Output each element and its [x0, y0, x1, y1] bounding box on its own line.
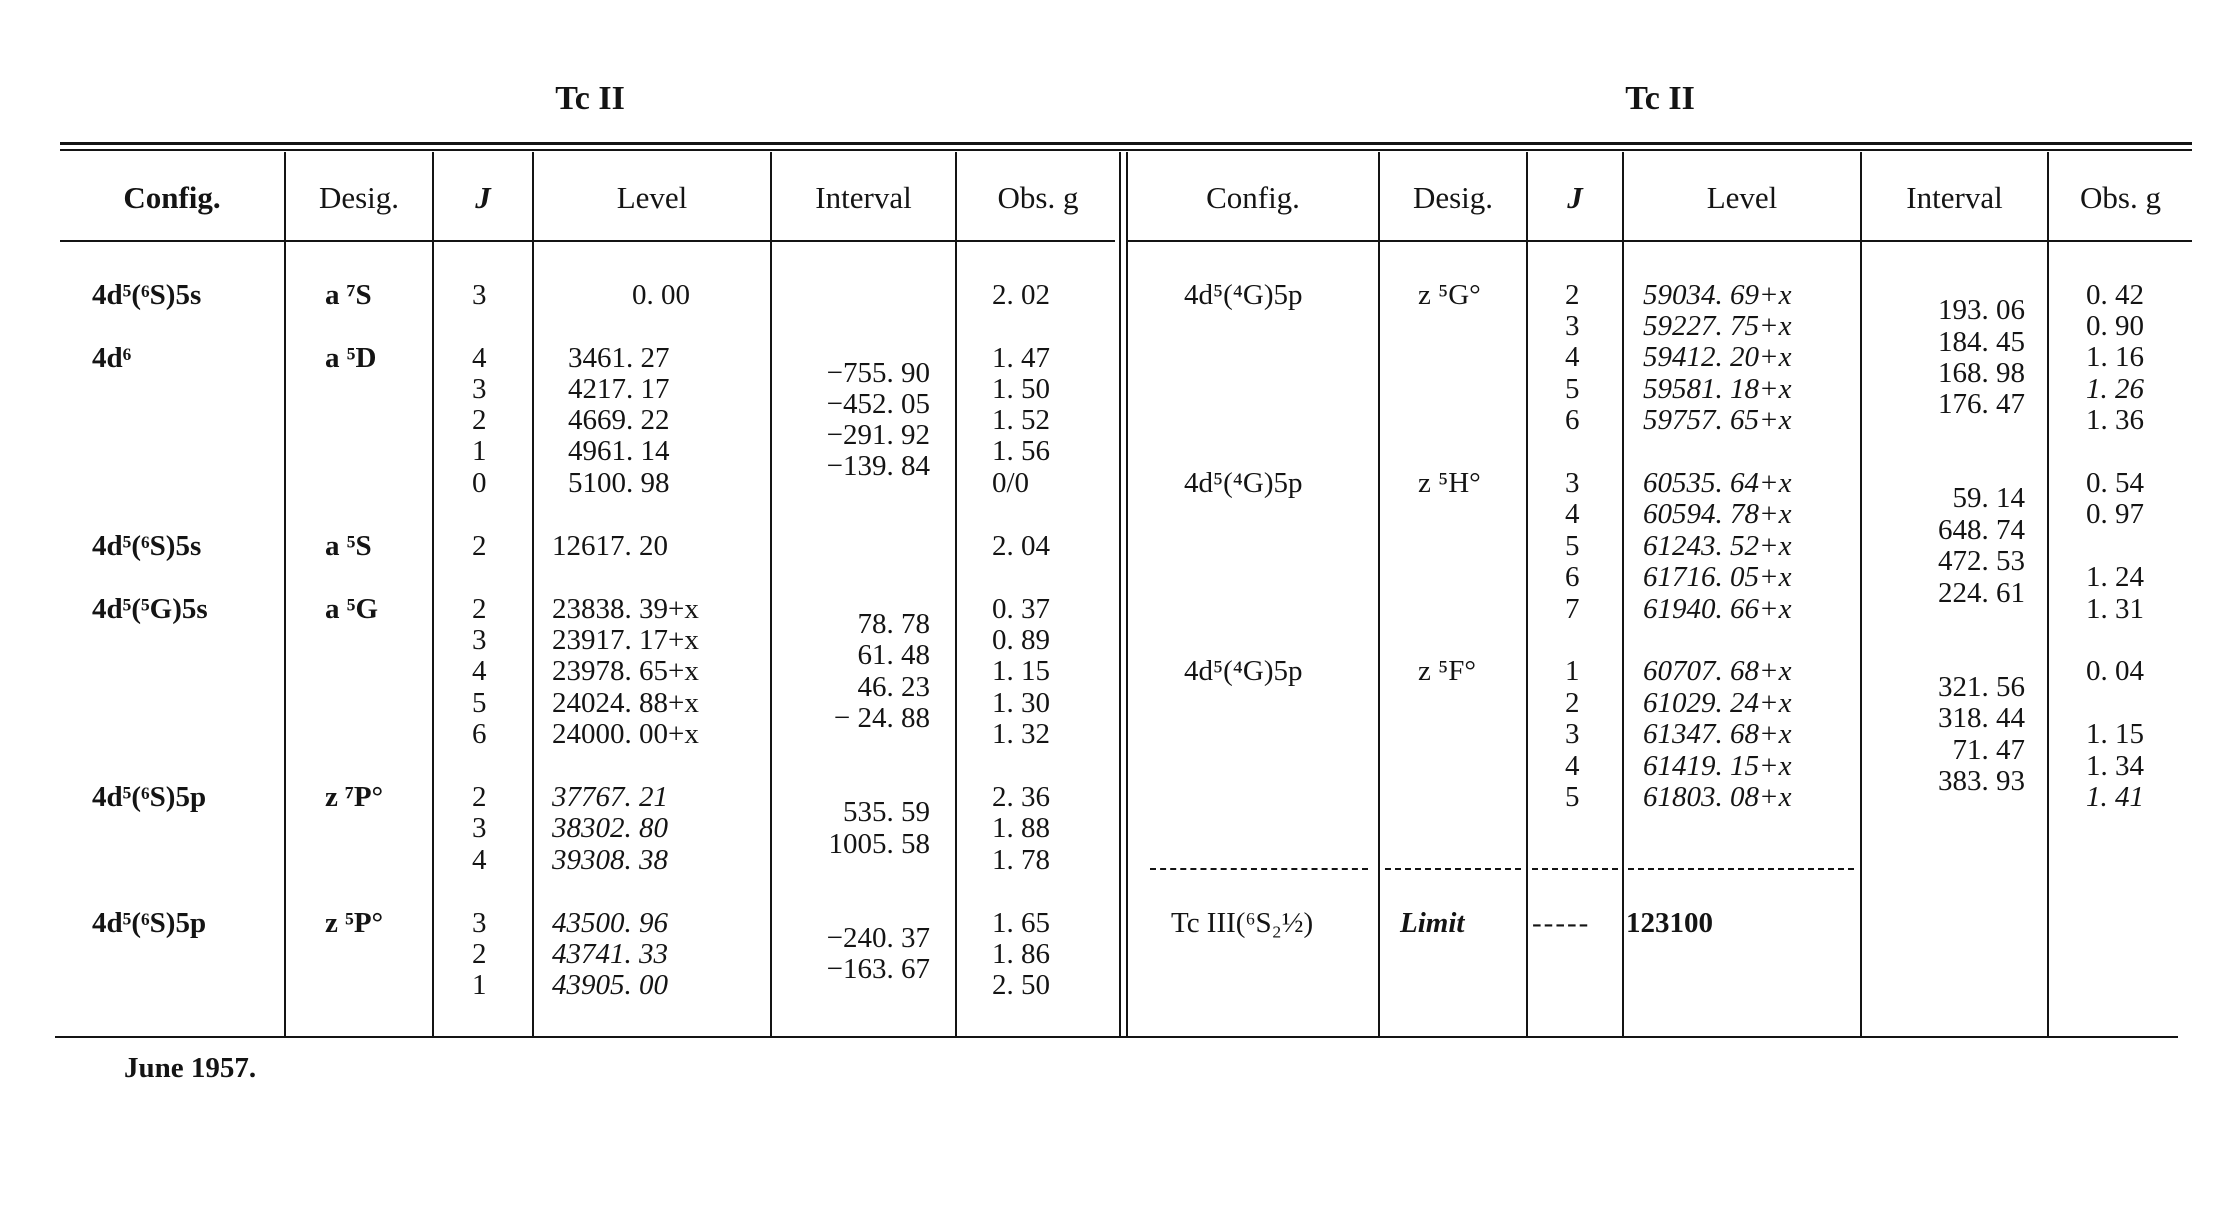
- left-j: 0: [472, 467, 487, 499]
- right-j: 5: [1565, 781, 1580, 813]
- left-config: 4d⁵(⁶S)5s: [92, 530, 202, 562]
- right-interval: 59. 14: [1952, 482, 2025, 514]
- left-desig: z ⁷P°: [325, 781, 384, 813]
- limit-config: Tc III(⁶S₂½): [1171, 907, 1314, 939]
- left-level: 5100. 98: [568, 467, 670, 499]
- right-header-j: J: [1567, 180, 1583, 215]
- left-g: 1. 52: [992, 404, 1050, 436]
- left-j: 2: [472, 593, 487, 625]
- left-j: 2: [472, 530, 487, 562]
- left-j: 1: [472, 969, 487, 1001]
- right-g: 1. 26: [2086, 373, 2144, 405]
- right-config: 4d⁵(⁴G)5p: [1184, 279, 1303, 311]
- dash-config: [1150, 868, 1368, 870]
- right-g: 1. 24: [2086, 561, 2144, 593]
- left-j: 4: [472, 844, 487, 876]
- left-level: 4217. 17: [568, 373, 670, 405]
- header-rule-right: [1128, 240, 2192, 242]
- right-interval: 383. 93: [1938, 765, 2025, 797]
- right-g: 0. 04: [2086, 655, 2144, 687]
- right-level: 61940. 66+x: [1643, 593, 1792, 625]
- right-j: 4: [1565, 341, 1580, 373]
- right-j: 4: [1565, 750, 1580, 782]
- left-g: 0/0: [992, 467, 1030, 499]
- left-j: 4: [472, 342, 487, 374]
- vline-r3: [1622, 152, 1624, 1036]
- left-interval: −240. 37: [826, 922, 930, 954]
- right-j: 2: [1565, 279, 1580, 311]
- left-j: 3: [472, 624, 487, 656]
- right-level: 61716. 05+x: [1643, 561, 1792, 593]
- right-interval: 224. 61: [1938, 577, 2025, 609]
- left-header-desig: Desig.: [318, 180, 400, 215]
- vline-r4: [1860, 152, 1862, 1036]
- left-g: 1. 15: [992, 655, 1050, 687]
- left-interval: 1005. 58: [828, 828, 930, 860]
- right-interval: 176. 47: [1938, 388, 2025, 420]
- limit-desig: Limit: [1400, 907, 1465, 939]
- right-g: 1. 31: [2086, 593, 2144, 625]
- left-desig: a ⁵S: [325, 530, 372, 562]
- right-g: 0. 97: [2086, 498, 2144, 530]
- right-j: 4: [1565, 498, 1580, 530]
- right-interval: 472. 53: [1938, 545, 2025, 577]
- left-interval: 535. 59: [843, 796, 930, 828]
- left-g: 1. 56: [992, 435, 1050, 467]
- right-interval: 648. 74: [1938, 514, 2025, 546]
- right-level: 61803. 08+x: [1643, 781, 1792, 813]
- right-desig: z ⁵H°: [1418, 467, 1481, 499]
- left-level: 4669. 22: [568, 404, 670, 436]
- left-desig: z ⁵P°: [325, 907, 384, 939]
- right-j: 6: [1565, 404, 1580, 436]
- left-g: 2. 36: [992, 781, 1050, 813]
- right-j: 1: [1565, 655, 1580, 687]
- left-g: 1. 65: [992, 907, 1050, 939]
- left-header-j: J: [475, 180, 491, 215]
- dash-desig: [1385, 868, 1521, 870]
- left-config: 4d⁵(⁵G)5s: [92, 593, 208, 625]
- left-level: 23917. 17+x: [552, 624, 699, 656]
- left-level: 24000. 00+x: [552, 718, 699, 750]
- top-rule-1: [60, 142, 2192, 145]
- left-level: 23838. 39+x: [552, 593, 699, 625]
- right-level: 61029. 24+x: [1643, 687, 1792, 719]
- left-interval: − 24. 88: [833, 702, 930, 734]
- left-level: 3461. 27: [568, 342, 670, 374]
- vline-l5: [955, 152, 957, 1036]
- left-j: 3: [472, 373, 487, 405]
- left-g: 1. 86: [992, 938, 1050, 970]
- left-desig: a ⁵D: [325, 342, 377, 374]
- top-rule-2: [60, 149, 2192, 151]
- left-interval: −755. 90: [826, 357, 930, 389]
- left-header-config: Config.: [123, 180, 221, 215]
- left-config: 4d⁶: [92, 342, 132, 374]
- right-j: 3: [1565, 310, 1580, 342]
- vline-mid-1: [1119, 152, 1121, 1036]
- left-desig: a ⁵G: [325, 593, 379, 625]
- vline-r5: [2047, 152, 2049, 1036]
- right-level: 59227. 75+x: [1643, 310, 1792, 342]
- right-level: 59757. 65+x: [1643, 404, 1792, 436]
- left-level: 37767. 21: [552, 781, 668, 813]
- left-g: 2. 04: [992, 530, 1050, 562]
- right-g: 0. 42: [2086, 279, 2144, 311]
- right-level: 60535. 64+x: [1643, 467, 1792, 499]
- right-header-interval: Interval: [1906, 180, 2003, 215]
- left-table-title: Tc II: [555, 80, 625, 117]
- left-level: 43905. 00: [552, 969, 668, 1001]
- right-interval: 184. 45: [1938, 326, 2025, 358]
- left-level: 38302. 80: [552, 812, 668, 844]
- right-interval: 71. 47: [1952, 734, 2025, 766]
- left-interval: −139. 84: [826, 450, 930, 482]
- right-level: 60707. 68+x: [1643, 655, 1792, 687]
- right-level: 61419. 15+x: [1643, 750, 1792, 782]
- right-table-title: Tc II: [1625, 80, 1695, 117]
- right-j: 7: [1565, 593, 1580, 625]
- right-g: 1. 16: [2086, 341, 2144, 373]
- right-g: 0. 90: [2086, 310, 2144, 342]
- right-desig: z ⁵F°: [1418, 655, 1476, 687]
- right-header-level: Level: [1706, 180, 1778, 215]
- right-g: 1. 34: [2086, 750, 2144, 782]
- left-j: 3: [472, 907, 487, 939]
- right-interval: 321. 56: [1938, 671, 2025, 703]
- left-interval: 46. 23: [857, 671, 930, 703]
- left-level: 0. 00: [632, 279, 690, 311]
- right-header-obs-g: Obs. g: [2080, 180, 2161, 215]
- right-level: 61243. 52+x: [1643, 530, 1792, 562]
- left-j: 3: [472, 279, 487, 311]
- right-interval: 318. 44: [1938, 702, 2025, 734]
- left-header-obs-g: Obs. g: [997, 180, 1079, 215]
- right-j: 5: [1565, 373, 1580, 405]
- vline-l4: [770, 152, 772, 1036]
- limit-j: -----: [1532, 907, 1591, 939]
- right-j: 5: [1565, 530, 1580, 562]
- left-g: 0. 89: [992, 624, 1050, 656]
- left-header-interval: Interval: [815, 180, 912, 215]
- left-interval: 61. 48: [857, 639, 930, 671]
- left-g: 1. 47: [992, 342, 1050, 374]
- left-j: 1: [472, 435, 487, 467]
- right-desig: z ⁵G°: [1418, 279, 1481, 311]
- left-j: 4: [472, 655, 487, 687]
- limit-level: 123100: [1626, 907, 1713, 939]
- left-level: 43741. 33: [552, 938, 668, 970]
- right-j: 2: [1565, 687, 1580, 719]
- vline-l2: [432, 152, 434, 1036]
- right-level: 59034. 69+x: [1643, 279, 1792, 311]
- vline-l3: [532, 152, 534, 1036]
- vline-r2: [1526, 152, 1528, 1036]
- right-header-config: Config.: [1206, 180, 1300, 215]
- dash-j: [1532, 868, 1618, 870]
- left-j: 2: [472, 781, 487, 813]
- right-level: 59412. 20+x: [1643, 341, 1792, 373]
- left-j: 6: [472, 718, 487, 750]
- right-level: 61347. 68+x: [1643, 718, 1792, 750]
- right-g: 0. 54: [2086, 467, 2144, 499]
- vline-r1: [1378, 152, 1380, 1036]
- left-level: 23978. 65+x: [552, 655, 699, 687]
- left-level: 24024. 88+x: [552, 687, 699, 719]
- left-j: 5: [472, 687, 487, 719]
- right-interval: 193. 06: [1938, 294, 2025, 326]
- left-interval: 78. 78: [857, 608, 930, 640]
- right-config: 4d⁵(⁴G)5p: [1184, 467, 1303, 499]
- left-j: 2: [472, 938, 487, 970]
- right-level: 60594. 78+x: [1643, 498, 1792, 530]
- right-j: 6: [1565, 561, 1580, 593]
- right-level: 59581. 18+x: [1643, 373, 1792, 405]
- left-level: 4961. 14: [568, 435, 670, 467]
- bottom-rule: [55, 1036, 2178, 1038]
- left-g: 0. 37: [992, 593, 1050, 625]
- right-j: 3: [1565, 467, 1580, 499]
- vline-l1: [284, 152, 286, 1036]
- left-header-level: Level: [616, 180, 688, 215]
- left-g: 2. 02: [992, 279, 1050, 311]
- left-g: 1. 88: [992, 812, 1050, 844]
- left-config: 4d⁵(⁶S)5p: [92, 907, 207, 939]
- left-g: 1. 32: [992, 718, 1050, 750]
- dash-level: [1628, 868, 1854, 870]
- right-g: 1. 41: [2086, 781, 2144, 813]
- left-level: 39308. 38: [552, 844, 668, 876]
- left-level: 43500. 96: [552, 907, 668, 939]
- right-g: 1. 15: [2086, 718, 2144, 750]
- footer-date: June 1957.: [124, 1052, 257, 1084]
- right-interval: 168. 98: [1938, 357, 2025, 389]
- vline-mid-2: [1126, 152, 1128, 1036]
- left-g: 2. 50: [992, 969, 1050, 1001]
- left-g: 1. 50: [992, 373, 1050, 405]
- right-g: 1. 36: [2086, 404, 2144, 436]
- left-interval: −163. 67: [826, 953, 930, 985]
- left-j: 3: [472, 812, 487, 844]
- right-j: 3: [1565, 718, 1580, 750]
- left-interval: −291. 92: [826, 419, 930, 451]
- right-header-desig: Desig.: [1412, 180, 1494, 215]
- left-level: 12617. 20: [552, 530, 668, 562]
- left-config: 4d⁵(⁶S)5s: [92, 279, 202, 311]
- left-j: 2: [472, 404, 487, 436]
- left-g: 1. 30: [992, 687, 1050, 719]
- left-config: 4d⁵(⁶S)5p: [92, 781, 207, 813]
- left-desig: a ⁷S: [325, 279, 372, 311]
- left-g: 1. 78: [992, 844, 1050, 876]
- left-interval: −452. 05: [826, 388, 930, 420]
- right-config: 4d⁵(⁴G)5p: [1184, 655, 1303, 687]
